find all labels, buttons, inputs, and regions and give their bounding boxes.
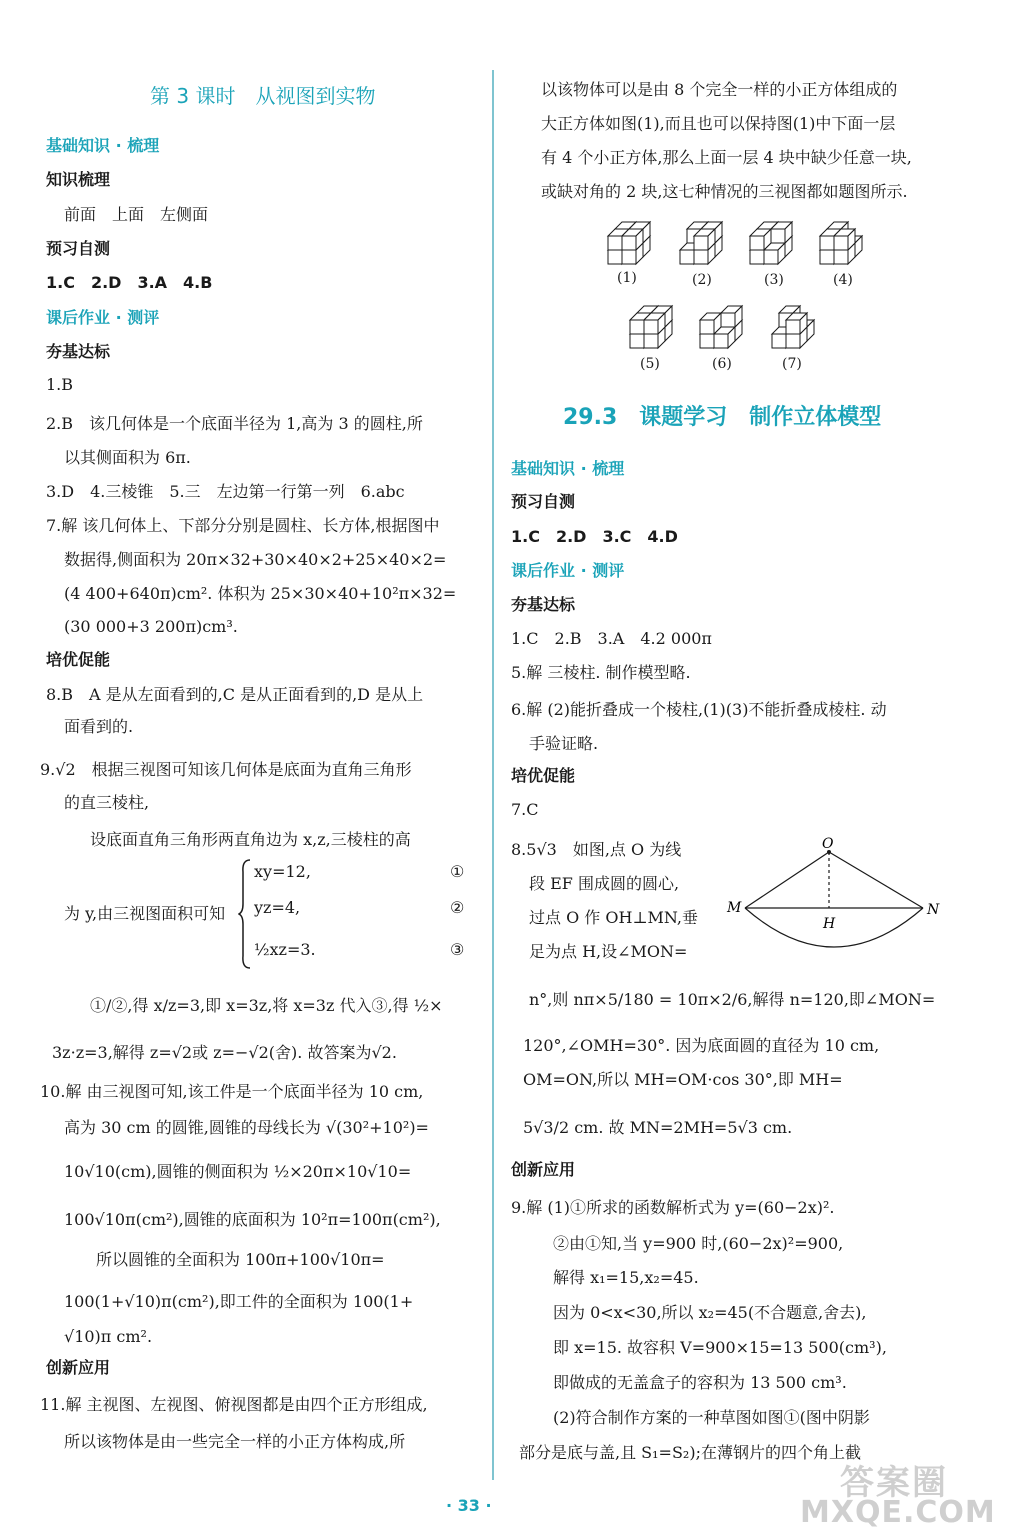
figure-label: (7) bbox=[782, 356, 802, 372]
cube-block bbox=[622, 229, 643, 250]
heading-create: 创新应用 bbox=[46, 1358, 111, 1377]
figure-label: (5) bbox=[640, 356, 660, 372]
equation-marker: ③ bbox=[450, 940, 465, 959]
answer-line: OM=ON,所以 MH=OM·cos 30°,即 MH= bbox=[523, 1070, 843, 1089]
answer-line: 高为 30 cm 的圆锥,圆锥的母线长为 √(30²+10²)= bbox=[64, 1118, 429, 1137]
cube-figures bbox=[600, 208, 900, 378]
answer-line: 7.解 该几何体上、下部分分别是圆柱、长方体,根据图中 bbox=[46, 516, 440, 535]
answer-line: 11.解 主视图、左视图、俯视图都是由四个正方形组成, bbox=[40, 1395, 428, 1414]
figure-label: (3) bbox=[764, 272, 784, 288]
cube-block bbox=[750, 229, 771, 250]
figure-label: (6) bbox=[712, 356, 732, 372]
answer-line: 9.解 (1)①所求的函数解析式为 y=(60−2x)². bbox=[511, 1198, 835, 1217]
watermark-logo bbox=[800, 1455, 1005, 1530]
section-title: 29.3 课题学习 制作立体模型 bbox=[563, 405, 882, 430]
cube-block bbox=[771, 222, 792, 243]
heading-preview: 预习自测 bbox=[46, 239, 111, 258]
answer-line: 8.5√3 如图,点 O 为线 bbox=[511, 840, 682, 859]
answer-line: 3z·z=3,解得 z=√2或 z=−√2(舍). 故答案为√2. bbox=[52, 1043, 397, 1062]
answer-line: 的直三棱柱, bbox=[64, 793, 150, 812]
answer-line: 8.B A 是从左面看到的,C 是从正面看到的,D 是从上 bbox=[46, 685, 424, 704]
answer-line: √10)π cm². bbox=[64, 1327, 153, 1346]
answer-line: 部分是底与盖,且 S₁=S₂);在薄钢片的四个角上截 bbox=[519, 1443, 861, 1462]
equation-marker: ① bbox=[450, 862, 465, 881]
answer-line: 数据得,侧面积为 20π×32+30×40×2+25×40×2= bbox=[64, 550, 447, 569]
answer-line: 以该物体可以是由 8 个完全一样的小正方体组成的 bbox=[541, 80, 898, 99]
answer-line: 3.D 4.三棱锥 5.三 左边第一行第一列 6.abc bbox=[46, 482, 405, 501]
section-basic-knowledge: 基础知识 · 梳理 bbox=[46, 136, 160, 155]
answer-line: 大正方体如图(1),而且也可以保持图(1)中下面一层 bbox=[541, 114, 896, 133]
equation: ½xz=3. bbox=[254, 940, 316, 959]
cube-block bbox=[694, 229, 715, 250]
heading-basic: 夯基达标 bbox=[46, 342, 111, 361]
answer-line: 或缺对角的 2 块,这七种情况的三视图都如题图所示. bbox=[541, 182, 908, 201]
answer-line: 以其侧面积为 6π. bbox=[64, 448, 191, 467]
answer-line: 1.C 2.B 3.A 4.2 000π bbox=[511, 629, 712, 648]
answer-line: 足为点 H,设∠MON= bbox=[529, 942, 688, 961]
label-H: H bbox=[823, 916, 836, 932]
answer-line: (4 400+640π)cm². 体积为 25×30×40+10²π×32= bbox=[64, 584, 457, 603]
answer-line: 面看到的. bbox=[64, 717, 134, 736]
answer-line: (2)符合制作方案的一种草图如图①(图中阴影 bbox=[553, 1408, 870, 1427]
cube-block bbox=[786, 313, 807, 334]
heading-knowledge: 知识梳理 bbox=[46, 170, 111, 189]
figure-label: (2) bbox=[692, 272, 712, 288]
answer-line: 因为 0<x<30,所以 x₂=45(不合题意,舍去), bbox=[553, 1303, 867, 1322]
answer-line: 即做成的无盖盒子的容积为 13 500 cm³. bbox=[553, 1373, 847, 1392]
answer-line: 有 4 个小正方体,那么上面一层 4 块中缺少任意一块, bbox=[541, 148, 912, 167]
label-O: O bbox=[822, 836, 834, 852]
answer-line: 解得 x₁=15,x₂=45. bbox=[553, 1268, 699, 1287]
answer-line: 100(1+√10)π(cm²),即工件的全面积为 100(1+ bbox=[64, 1292, 414, 1311]
answer-line: 7.C bbox=[511, 800, 539, 819]
answer-line: 2.B 该几何体是一个底面半径为 1,高为 3 的圆柱,所 bbox=[46, 414, 423, 433]
answer-line: 为 y,由三视图面积可知 bbox=[64, 904, 226, 923]
answer-line: 所以该物体是由一些完全一样的小正方体构成,所 bbox=[64, 1432, 406, 1451]
answer-line: 所以圆锥的全面积为 100π+100√10π= bbox=[96, 1250, 385, 1269]
heading-preview: 预习自测 bbox=[511, 492, 576, 511]
answer-line: 120°,∠OMH=30°. 因为底面圆的直径为 10 cm, bbox=[523, 1036, 880, 1055]
answer-line: 100√10π(cm²),圆锥的底面积为 10²π=100π(cm²), bbox=[64, 1210, 441, 1229]
answer-line: ①/②,得 x/z=3,即 x=3z,将 x=3z 代入③,得 ½× bbox=[90, 996, 443, 1015]
page-number: · 33 · bbox=[446, 1496, 492, 1515]
answer-line: 过点 O 作 OH⊥MN,垂 bbox=[529, 908, 698, 927]
answer-line: 5.解 三棱柱. 制作模型略. bbox=[511, 663, 691, 682]
section-homework: 课后作业 · 测评 bbox=[511, 561, 625, 580]
equation: xy=12, bbox=[254, 862, 311, 881]
answer-line: 9.√2 根据三视图可知该几何体是底面为直角三角形 bbox=[40, 760, 412, 779]
watermark-url: MXQE.COM bbox=[800, 1495, 996, 1530]
answer-line: (30 000+3 200π)cm³. bbox=[64, 617, 238, 636]
lesson-title: 第 3 课时 从视图到实物 bbox=[150, 84, 376, 108]
heading-basic: 夯基达标 bbox=[511, 595, 576, 614]
answer-line: 手验证略. bbox=[529, 734, 599, 753]
answer-line: 设底面直角三角形两直角边为 x,z,三棱柱的高 bbox=[90, 830, 411, 849]
watermark-text: 答案圈 bbox=[840, 1463, 948, 1503]
answer-line: 即 x=15. 故容积 V=900×15=13 500(cm³), bbox=[553, 1338, 887, 1357]
equation-marker: ② bbox=[450, 898, 465, 917]
cube-block bbox=[700, 313, 721, 334]
cube-block bbox=[644, 313, 665, 334]
heading-create: 创新应用 bbox=[511, 1160, 576, 1179]
equation: yz=4, bbox=[254, 898, 301, 917]
answer-line: 5√3/2 cm. 故 MN=2MH=5√3 cm. bbox=[523, 1118, 793, 1137]
heading-improve: 培优促能 bbox=[511, 766, 576, 785]
answer-line: 6.解 (2)能折叠成一个棱柱,(1)(3)不能折叠成棱柱. 动 bbox=[511, 700, 887, 719]
answer-line: 10.解 由三视图可知,该工件是一个底面半径为 10 cm, bbox=[40, 1082, 424, 1101]
answer-line: 10√10(cm),圆锥的侧面积为 ½×20π×10√10= bbox=[64, 1162, 412, 1181]
system-brace bbox=[238, 858, 252, 970]
figure-label: (1) bbox=[617, 270, 637, 286]
cube-block bbox=[721, 306, 742, 327]
knowledge-answers: 前面 上面 左侧面 bbox=[64, 205, 209, 224]
column-divider bbox=[492, 70, 494, 1480]
answer-line: n°,则 nπ×5/180 = 10π×2/6,解得 n=120,即∠MON= bbox=[529, 990, 936, 1009]
label-M: M bbox=[727, 900, 742, 916]
figure-label: (4) bbox=[833, 272, 853, 288]
answer-line: 段 EF 围成圆的圆心, bbox=[529, 874, 680, 893]
section-homework: 课后作业 · 测评 bbox=[46, 308, 160, 327]
cube-block bbox=[834, 229, 855, 250]
preview-answers: 1.C 2.D 3.A 4.B bbox=[46, 273, 213, 292]
preview-answers: 1.C 2.D 3.C 4.D bbox=[511, 527, 678, 546]
heading-improve: 培优促能 bbox=[46, 650, 111, 669]
answer-line: ②由①知,当 y=900 时,(60−2x)²=900, bbox=[553, 1234, 844, 1253]
answer-line: 1.B bbox=[46, 375, 74, 394]
label-N: N bbox=[927, 902, 940, 918]
section-basic-knowledge: 基础知识 · 梳理 bbox=[511, 459, 625, 478]
cone-net-figure bbox=[723, 836, 943, 956]
